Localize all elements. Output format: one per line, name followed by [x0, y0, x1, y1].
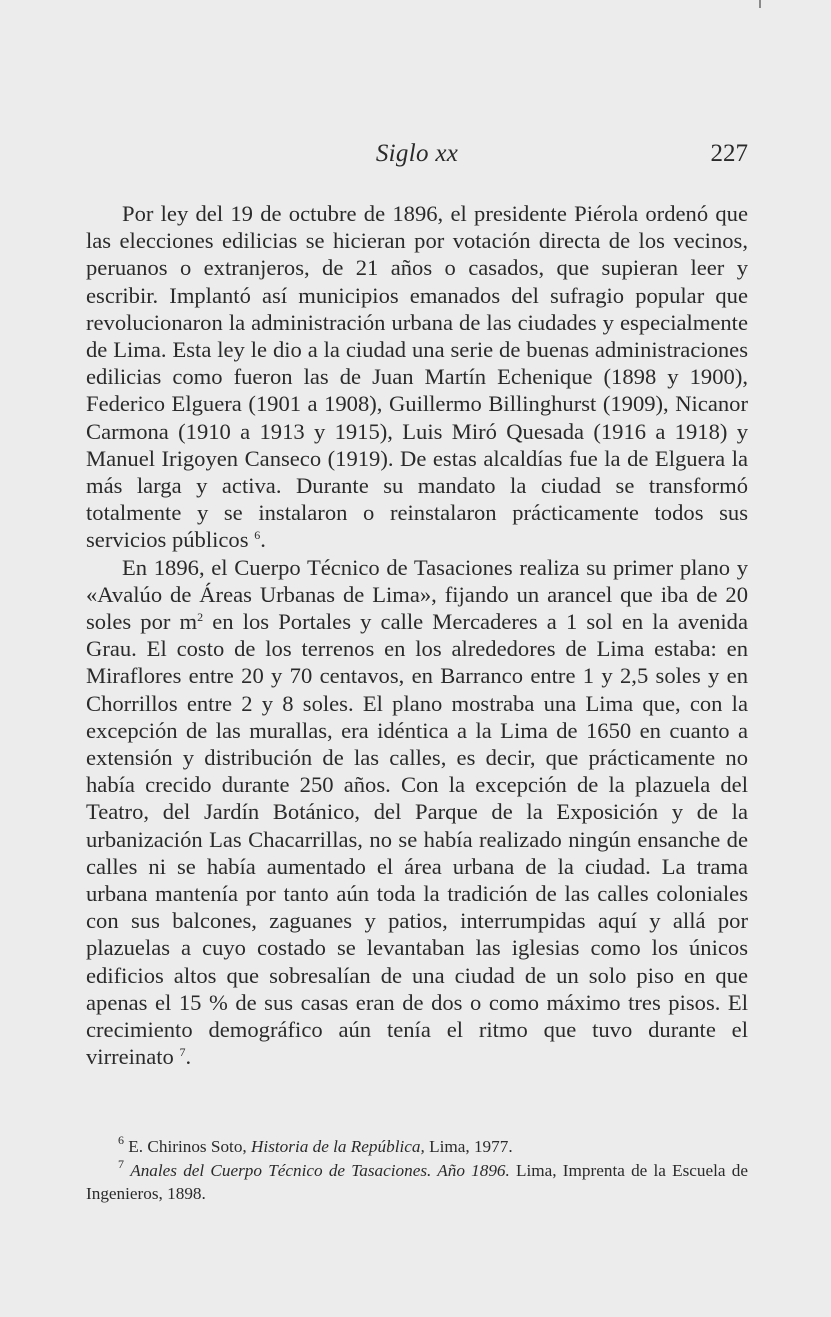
footnote-ref-7: 7	[179, 1045, 186, 1060]
footnote-ref-6: 6	[254, 528, 261, 543]
footnote-6-author: E. Chirinos Soto,	[124, 1137, 252, 1156]
footnotes	[86, 1135, 748, 1206]
footnote-7-title: Anales del Cuerpo Técnico de Tasaciones. Año 1896.	[130, 1160, 510, 1180]
footnote-7	[86, 1156, 749, 1206]
footnote-6-title: Historia de la República,	[251, 1137, 425, 1156]
footnote-7-mark: 7	[118, 1156, 124, 1171]
paragraph-2	[86, 554, 748, 1071]
footnote-6-mark: 6	[118, 1133, 124, 1147]
paragraph-2-end: .	[185, 1044, 192, 1070]
scan-artifact-line	[759, 0, 761, 8]
paragraph-1-end: .	[260, 527, 266, 553]
paragraph-1	[86, 200, 748, 554]
running-head-title: Siglo xx	[375, 140, 459, 167]
paragraph-2-text-b: en los Portales y calle Mercaderes a 1 sol en la avenida Grau. El costo de los terrenos en los alrededores de Lima estaba: en Miraflores entre 20 y 70 centavos, en Barranco entre 1 y 2,5 soles y en Chorrillos entre 2 y 8 soles. El plano mostraba una Lima que, con la excepción de las murallas, era idéntica a la Lima de 1650 en cuanto a extensión y distribución de las calles, es decir, que prácticamente no había crecido durante 250 años. Con la excepción de la plazuela del Teatro, del Jardín Botánico, del Parque de la Exposición y de la urbanización Las Chacarrillas, no se había realizado ningún ensanche de calles ni se había aumentado el área urbana de la ciudad. La trama urbana mantenía por tanto aún toda la tradición de las calles coloniales con sus balcones, zaguanes y patios, interrumpidas aquí y allá por plazuelas a cuyo costado se levantaban las iglesias como los únicos edificios altos que sobresalían de una ciudad de un solo piso en que apenas el 15 % de sus casas eran de dos o como máximo tres pisos. El crecimiento demográfico aún tenía el ritmo que tuvo durante el virreinato	[86, 609, 748, 1070]
page-number: 227	[710, 140, 748, 167]
footnote-6-rest: Lima, 1977.	[424, 1137, 513, 1156]
running-head	[86, 140, 748, 176]
paragraph-2-text-a: En 1896, el Cuerpo Técnico de Tasaciones realiza su primer plano y «Avalúo de Áreas Urbanas de Lima», fijando un arancel que iba de 20 soles por m	[86, 554, 748, 635]
body-text	[86, 200, 748, 1071]
footnote-6	[86, 1135, 748, 1159]
superscript-2: 2	[197, 610, 204, 625]
footnote-7-rest: Lima, Imprenta de la Escuela de Ingenieros, 1898.	[86, 1160, 749, 1203]
paragraph-1-text: Por ley del 19 de octubre de 1896, el presidente Piérola ordenó que las elecciones edilicias se hicieran por votación directa de los vecinos, peruanos o extranjeros, de 21 años o casados, que supieran leer y escribir. Implantó así municipios emanados del sufragio popular que revolucionaron la administración urbana de las ciudades y especialmente de Lima. Esta ley le dio a la ciudad una serie de buenas administraciones edilicias como fueron las de Juan Martín Echenique (1898 y 1900), Federico Elguera (1901 a 1908), Guillermo Billinghurst (1909), Nicanor Carmona (1910 a 1913 y 1915), Luis Miró Quesada (1916 a 1918) y Manuel Irigoyen Canseco (1919). De estas alcaldías fue la de Elguera la más larga y activa. Durante su mandato la ciudad se transformó totalmente y se instalaron o reinstalaron prácticamente todos sus servicios públicos	[86, 201, 748, 553]
